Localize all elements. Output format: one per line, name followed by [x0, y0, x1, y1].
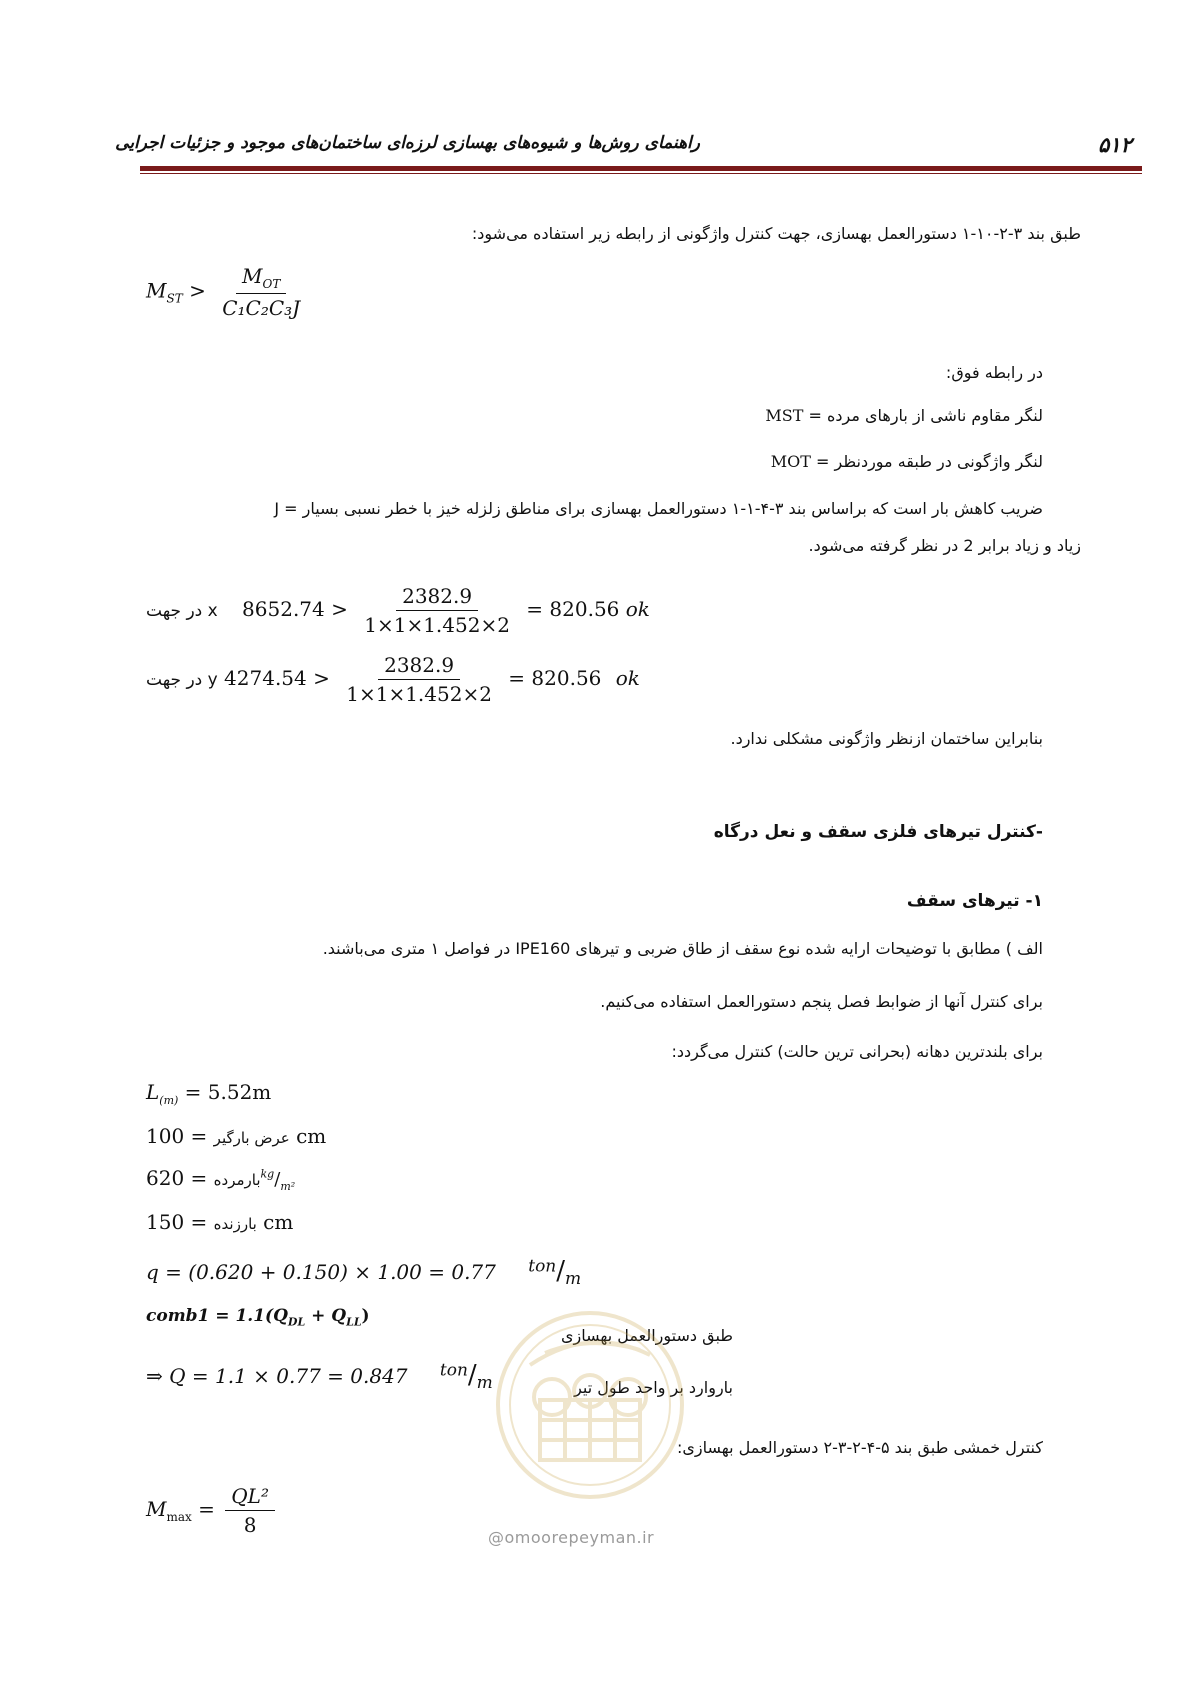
check-x-equation [146, 584, 650, 637]
watermark-site: @omoorepeyman.ir [488, 1528, 655, 1547]
mst-definition [765, 404, 1043, 428]
formula-num-sub: OT [262, 277, 281, 291]
live-value: = 150 cm [146, 1210, 294, 1234]
header-rule-thin [140, 173, 1142, 174]
mst-text: = لنگر مقاوم ناشی از بارهای مرده [803, 406, 1043, 425]
q-unit-num: ton [528, 1256, 557, 1277]
span-length-line: $L_{(m)} = 5.52m$ [146, 1080, 272, 1107]
live-load-line [146, 1210, 293, 1234]
mmax-sub: max [166, 1510, 192, 1524]
Q-unit-den: m [476, 1373, 493, 1393]
header-rule-thick [140, 166, 1142, 171]
width-value: = 100 cm [146, 1124, 327, 1148]
flexural-control-paragraph: کنترل خمشی طبق بند ۵-۴-۲-۳-۲ دستورالعمل بهسازی: [676, 1438, 1043, 1457]
dead-unit-num: kg [260, 1167, 275, 1181]
mmax-formula: $M_{max}$ = $\frac{\text{QL²}}{8}$ [146, 1484, 279, 1537]
formula-lhs: M [146, 278, 167, 303]
longest-span-paragraph: برای بلندترین دهانه (بحرانی ترین حالت) کنترل می‌گردد: [671, 1042, 1043, 1061]
formula-den: C₁C₂C₃J [222, 296, 301, 320]
dead-unit-den: m² [280, 1180, 296, 1193]
running-header-title: راهنمای روش‌ها و شیوه‌های بهسازی لرزه‌ای ساختمان‌های موجود و جزئیات اجرایی [115, 133, 700, 153]
Q-formula: ⇒ Q = 1.1 × 0.77 = 0.847 [146, 1364, 408, 1388]
dead-load-line: بارمرده = 620 $^{kg}/_{m^2}$ [146, 1166, 296, 1193]
conclusion-text: بنابراین ساختمان ازنظر واژگونی مشکلی ندارد. [730, 729, 1043, 748]
section-heading: -کنترل تیرهای فلزی سقف و نعل درگاه [713, 822, 1043, 842]
check-y-den: 1×1×1.452×2 [346, 682, 492, 706]
width-label: عرض بارگیر [213, 1129, 290, 1147]
comb-text: comb1 = 1.1(Q [146, 1306, 288, 1326]
overturning-formula: $M_{ST}$ > $\frac{M_{OT}}{\text{C₁C₂C₃J}}$ [146, 264, 310, 320]
mot-symbol: MOT [770, 452, 811, 471]
formula-fraction [216, 264, 306, 320]
note-load-per-length: باروارد بر واحد طول تیر [574, 1378, 733, 1397]
check-y-fraction [340, 653, 498, 706]
comb-dl: DL [287, 1315, 306, 1329]
in-relation-label: در رابطه فوق: [945, 363, 1043, 382]
control-paragraph: برای کنترل آنها از ضوابط فصل پنجم دستورالعمل استفاده می‌کنیم. [600, 992, 1043, 1011]
mmax-num: QL² [225, 1484, 275, 1511]
mmax-lhs: M [146, 1497, 167, 1521]
comb-plus: + Q [305, 1306, 347, 1326]
comb-line [146, 1306, 370, 1328]
check-x-rhs: = 820.56 [526, 597, 620, 621]
dead-label: بارمرده [213, 1171, 261, 1189]
check-y-lhs: 4274.54 > [224, 666, 330, 690]
mmax-den: 8 [243, 1513, 257, 1537]
width-line [146, 1124, 326, 1148]
subsection-heading: ۱- تیرهای سقف [906, 891, 1043, 911]
mot-definition [771, 450, 1043, 474]
check-x-fraction [358, 584, 516, 637]
comb-ll: LL [346, 1315, 362, 1329]
check-y-num: 2382.9 [378, 653, 460, 680]
formula-lhs-sub: ST [166, 291, 183, 306]
formula-num: M [242, 264, 263, 288]
mot-text: = لنگر واژگونی در طبقه موردنظر [810, 452, 1043, 471]
comb-close: ) [361, 1306, 370, 1326]
note-rehab: طبق دستورالعمل بهسازی [560, 1326, 733, 1345]
check-x-direction: x در جهت [146, 601, 218, 621]
check-y-ok: ok [615, 666, 640, 690]
check-y-direction: y در جهت [146, 670, 218, 690]
dead-value: = 620 [146, 1166, 208, 1190]
q-formula: q = (0.620 + 0.150) × 1.00 = 0.77 [146, 1260, 496, 1284]
mmax-fraction [225, 1484, 275, 1537]
j-definition-line1: J = ضریب کاهش بار است که براساس بند ۳-۴-۱-۱ دستورالعمل بهسازی برای مناطق زلزله خیز با خطر نسبی بسیار [274, 499, 1043, 518]
page-number: ۵۱۲ [1098, 133, 1132, 157]
watermark-logo [490, 1305, 690, 1505]
Q-unit-num: ton [439, 1360, 468, 1381]
intro-paragraph: طبق بند ۳-۲-۱۰-۱ دستورالعمل بهسازی، جهت کنترل واژگونی از رابطه زیر استفاده می‌شود: [471, 224, 1081, 243]
alef-paragraph: الف ) مطابق با توضیحات ارایه شده نوع سقف از طاق ضربی و تیرهای IPE160 در فواصل ۱ متری می‌باشند. [322, 939, 1043, 958]
live-label: بارزنده [213, 1215, 257, 1233]
check-x-den: 1×1×1.452×2 [364, 613, 510, 637]
check-y-equation [146, 653, 640, 706]
q-unit-den: m [565, 1269, 582, 1289]
check-x-ok: ok [625, 597, 650, 621]
check-x-lhs: 8652.74 > [242, 597, 348, 621]
span-length-value: = 5.52m [184, 1080, 272, 1104]
q-line: q = (0.620 + 0.150) × 1.00 = 0.77 $^{ton}/_m$ [146, 1256, 582, 1289]
check-x-num: 2382.9 [396, 584, 478, 611]
check-y-rhs: = 820.56 [508, 666, 602, 690]
Q-result-line: ⇒ Q = 1.1 × 0.77 = 0.847 $^{ton}/_m$ [146, 1360, 493, 1393]
j-definition-line2: زیاد و زیاد برابر 2 در نظر گرفته می‌شود. [808, 536, 1081, 555]
mst-symbol: MST [765, 406, 804, 425]
watermark-logo-icon [490, 1305, 690, 1505]
